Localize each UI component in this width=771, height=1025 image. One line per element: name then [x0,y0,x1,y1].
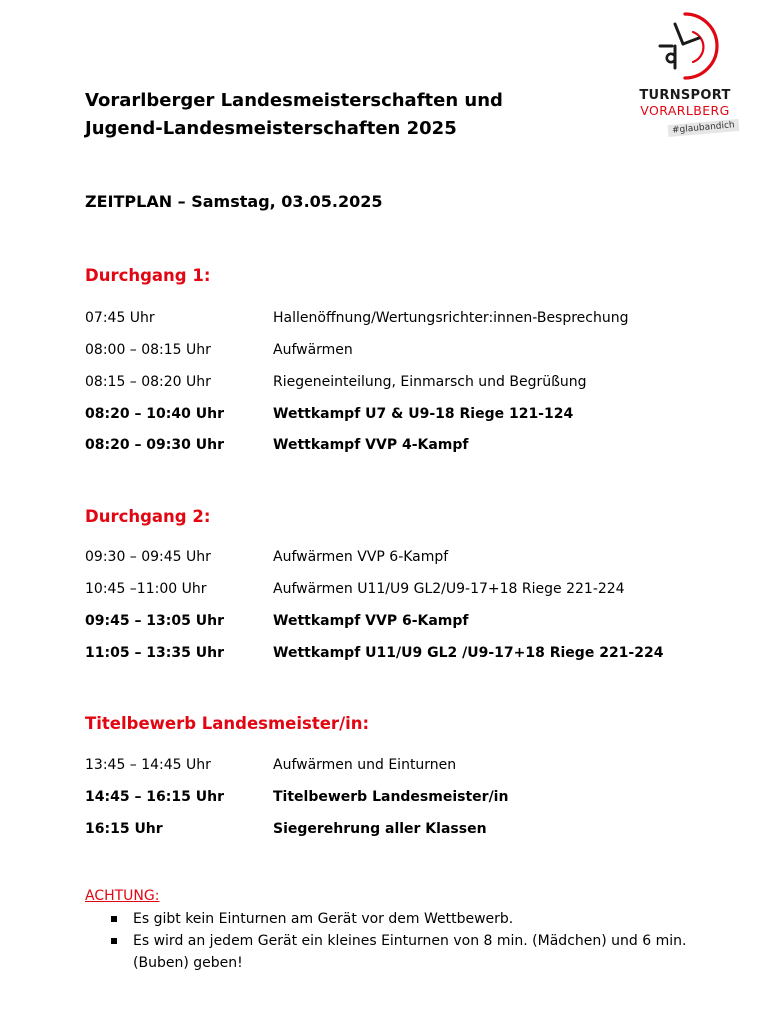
section-heading-titelbewerb: Titelbewerb Landesmeister/in: [85,714,370,733]
list-item [108,908,708,930]
logo [635,10,745,135]
page-title-line-1: Vorarlberger Landesmeisterschaften und [85,90,503,111]
row-description: Hallenöffnung/Wertungsrichter:innen-Besprechung [273,310,629,326]
logo-text-vorarlberg: VORARLBERG [640,103,730,118]
row-description: Riegeneinteilung, Einmarsch und Begrüßung [273,374,587,390]
logo-text-turnsport: TURNSPORT [639,88,731,103]
row-description: Wettkampf VVP 4-Kampf [273,437,469,453]
attention-heading: ACHTUNG: [85,888,160,904]
row-time: 09:45 – 13:05 Uhr [85,613,224,629]
row-description: Wettkampf U11/U9 GL2 /U9-17+18 Riege 221-224 [273,645,664,661]
page-title [85,87,503,143]
row-time: 10:45 –11:00 Uhr [85,581,207,597]
section-heading-durchgang-1: Durchgang 1: [85,266,211,285]
row-description: Wettkampf U7 & U9-18 Riege 121-124 [273,406,574,422]
row-description: Siegerehrung aller Klassen [273,821,487,837]
row-time: 07:45 Uhr [85,310,155,326]
row-description: Aufwärmen und Einturnen [273,757,457,773]
list-item-text: Es gibt kein Einturnen am Gerät vor dem Wettbewerb. [133,911,514,927]
row-time: 14:45 – 16:15 Uhr [85,789,224,805]
schedule-subtitle: ZEITPLAN – Samstag, 03.05.2025 [85,192,383,211]
row-time: 09:30 – 09:45 Uhr [85,549,211,565]
bullet-square-icon [111,938,117,944]
attention-list [108,908,708,974]
row-time: 08:00 – 08:15 Uhr [85,342,211,358]
row-time: 13:45 – 14:45 Uhr [85,757,211,773]
page-title-line-2: Jugend-Landesmeisterschaften 2025 [85,118,457,139]
row-time: 08:20 – 09:30 Uhr [85,437,224,453]
row-description: Titelbewerb Landesmeister/in [273,789,509,805]
logo-hashtag: #glaubandich [668,119,740,137]
list-item-text: Es wird an jedem Gerät ein kleines Einturnen von 8 min. (Mädchen) und 6 min. (Buben) geben! [133,933,687,971]
row-description: Aufwärmen U11/U9 GL2/U9-17+18 Riege 221-224 [273,581,625,597]
row-description: Wettkampf VVP 6-Kampf [273,613,469,629]
gymnast-logo-icon [655,10,725,88]
section-heading-durchgang-2: Durchgang 2: [85,507,211,526]
row-time: 08:15 – 08:20 Uhr [85,374,211,390]
row-description: Aufwärmen [273,342,353,358]
bullet-square-icon [111,916,117,922]
row-time: 11:05 – 13:35 Uhr [85,645,224,661]
row-time: 08:20 – 10:40 Uhr [85,406,224,422]
list-item [108,930,708,974]
row-time: 16:15 Uhr [85,821,163,837]
row-description: Aufwärmen VVP 6-Kampf [273,549,449,565]
